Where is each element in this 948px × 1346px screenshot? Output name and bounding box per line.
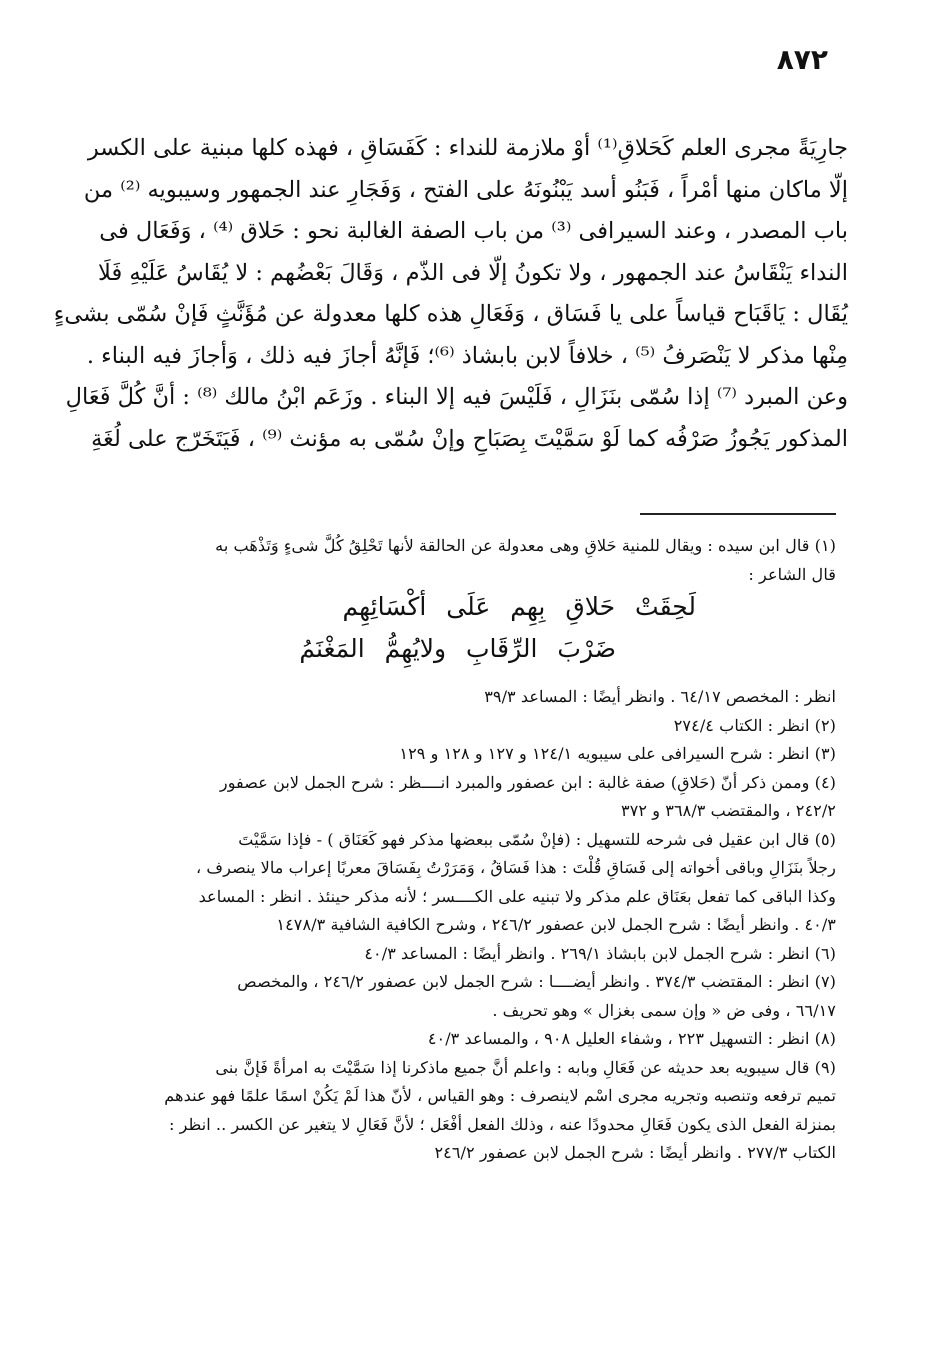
- page-number: ٨٧٢: [776, 43, 828, 76]
- footnote-line: (١) قال ابن سيده : ويقال للمنية حَلاقِ وهى معدولة عن الحالقة لأنها تَحْلِقُ كُلَّ شىءٍ وَتَذْهَب به: [215, 536, 836, 555]
- main-text-line: وعن المبرد ⁽⁷⁾ إذا سُمّى بنَزَالِ ، فَلَيْسَ فيه إلا البناء . وزَعَم ابْنُ مالك ⁽⁸⁾ : أنَّ كُلَّ فَعَالِ: [65, 384, 848, 410]
- footnote-line: وكذا الباقى كما تفعل بعَنَاق علم مذكر ولا تبنيه على الكــــسر ؛ لأنه مذكر حينئذ . انظر : المساعد: [198, 886, 836, 906]
- footnote-line: ٦٦/١٧ ، وفى ض « وإن سمى بغزال » وهو تحريف .: [492, 1000, 836, 1020]
- poem-hemistich-second: ضَرْبَ الرِّقَابِ ولايُهِمُّ المَغْنَمُ: [299, 634, 616, 663]
- poem-verse-block: [136, 591, 836, 679]
- footnote-line: انظر : المخصص ٦٤/١٧ . وانظر أيضًا : المساعد ٣٩/٣: [484, 687, 836, 706]
- footnote-line: (٨) انظر : التسهيل ٢٢٣ ، وشفاء العليل ٩٠٨ ، والمساعد ٤٠/٣: [427, 1029, 836, 1048]
- main-text-line: إلّا ماكان منها أمْراً ، فَبَنُو أسد يَبْنُونَهُ على الفتح ، وَفَجَارِ عند الجمهور وسيبويه ⁽²⁾ من: [83, 176, 848, 203]
- poem-hemistich-first: لَحِقَتْ حَلاقِ بِهِم عَلَى أكْسَائِهِم: [342, 592, 696, 621]
- footnote-line: (٦) انظر : شرح الجمل لابن بابشاذ ٢٦٩/١ . وانظر أيضًا : المساعد ٤٠/٣: [364, 943, 836, 963]
- footnote-line: (٤) وممن ذكر أنّ (حَلاقِ) صفة غالبة : ابن عصفور والمبرد انــــظر : شرح الجمل لابن عصفور: [219, 772, 836, 792]
- main-text-line: باب المصدر ، وعند السيرافى ⁽³⁾ من باب الصفة الغالبة نحو : حَلاق ⁽⁴⁾ ، وَفَعَال فى: [99, 218, 848, 244]
- footnote-line: قال الشاعر :: [748, 564, 836, 584]
- footnote-line: ٤٠/٣ . وانظر أيضًا : شرح الجمل لابن عصفور ٢٤٦/٢ ، وشرح الكافية الشافية ١٤٧٨/٣: [276, 915, 836, 934]
- main-text-line: جارِيَةً مجرى العلم كَحَلاقِ⁽¹⁾ أوْ ملازمة للنداء : كَفَسَاقِ ، فهذه كلها مبنية على الكسر: [87, 135, 848, 161]
- footnote-line: (٩) قال سيبويه بعد حديثه عن فَعَالِ وبابه : واعلم أنَّ جميع ماذكرنا إذا سَمَّيْتَ به امرأةً فَإنَّ بنى: [215, 1057, 836, 1077]
- main-text-line: النداء يَنْقَاسُ عند الجمهور ، ولا تكونُ إلّا فى الذّم ، وَقَالَ بَعْضُهم : لا يُقَاسُ عَلَيْهِ فَلَا: [98, 259, 848, 286]
- main-text-line: المذكور يَجُوزُ صَرْفُه كما لَوْ سَمَّيْتَ بِصَبَاحِ وإنْ سُمّى به مؤنث ⁽⁹⁾ ، فَيَتَخَرّج على لُغَةِ: [91, 425, 848, 452]
- footnote-line: تميم ترفعه وتنصبه وتجريه مجرى اسْم لاينصرف : وهو القياس ، لأنّ هذا لَمْ يَكُنْ اسمًا علمًا فهو عندهم: [164, 1086, 836, 1105]
- main-text: [53, 128, 848, 460]
- footnote-line: (٧) انظر : المقتضب ٣٧٤/٣ . وانظر أيضــــا : شرح الجمل لابن عصفور ٢٤٦/٢ ، والمخصص: [237, 972, 836, 991]
- footnote-line: رجلاً بنَزَالِ وباقى أخواته إلى فَسَاقِ قُلْتَ : هذا فَسَاقُ ، وَمَرَرْتُ بِفَسَاقَ معربًا إعراب مالا ينصرف ،: [195, 858, 836, 877]
- footnote-line: (٣) انظر : شرح السيرافى على سيبويه ١٢٤/١ و ١٢٧ و ١٢٨ و ١٢٩: [399, 744, 836, 763]
- footnote-line: (٢) انظر : الكتاب ٢٧٤/٤: [673, 715, 836, 735]
- footnote-line: بمنزلة الفعل الذى يكون فَعَالِ محدودًا عنه ، وذلك الفعل أفْعَل ؛ لأنَّ فَعَالِ لا يتغير عن الكسر .. انظر :: [168, 1114, 836, 1134]
- footnote-line: (٥) قال ابن عقيل فى شرحه للتسهيل : (فإنْ سُمّى ببعضها مذكر فهو كَعَنَاق ) - فإذا سَمَّيْتَ: [238, 829, 836, 849]
- main-text-line: يُقَال : يَاقَبَاح قياساً على يا فَسَاق ، وَفَعَالِ هذه كلها معدولة عن مُؤَنَّثٍ فَإنْ سُمّى بشىءٍ: [53, 301, 848, 327]
- main-text-line: مِنْها مذكر لا يَنْصَرفُ ⁽⁵⁾ ، خلافاً لابن بابشاذ ⁽⁶⁾؛ فَإنَّهُ أجازَ فيه ذلك ، وَأجازَ فيه البناء .: [86, 342, 848, 369]
- footnotes: [136, 532, 836, 1168]
- footnote-line: ٢٤٢/٢ ، والمقتضب ٣٦٨/٣ و ٣٧٢: [621, 801, 836, 820]
- footnote-separator: [640, 513, 836, 515]
- footnote-line: الكتاب ٢٧٧/٣ . وانظر أيضًا : شرح الجمل لابن عصفور ٢٤٦/٢: [434, 1143, 836, 1162]
